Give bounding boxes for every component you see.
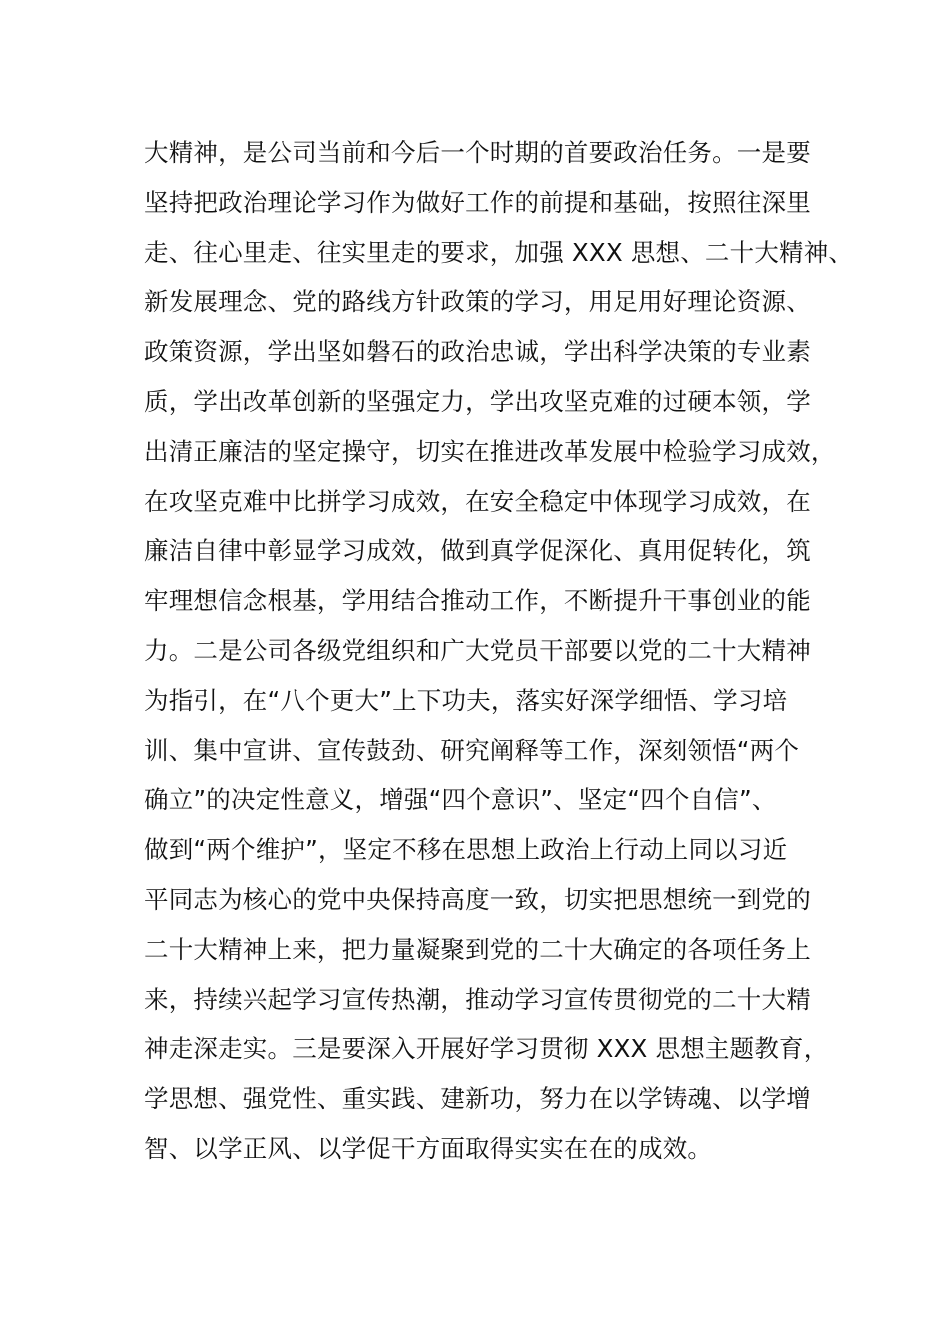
text-line: 智、以学正风、以学促干方面取得实实在在的成效。 [144, 1133, 713, 1163]
text-line: 坚持把政治理论学习作为做好工作的前提和基础，按照往深里 [144, 187, 811, 217]
text-line: 做到“两个维护”，坚定不移在思想上政治上行动上同以习近 [144, 835, 788, 865]
text-line: 平同志为核心的党中央保持高度一致，切实把思想统一到党的 [144, 884, 811, 914]
text-line: 质，学出改革创新的坚强定力，学出攻坚克难的过硬本领，学 [144, 386, 811, 416]
text-line: 训、集中宣讲、宣传鼓劲、研究阐释等工作，深刻领悟“两个 [144, 735, 800, 765]
text-line: 来，持续兴起学习宣传热潮，推动学习宣传贯彻党的二十大精 [144, 984, 811, 1014]
text-line: 廉洁自律中彰显学习成效，做到真学促深化、真用促转化，筑 [144, 536, 811, 566]
text-line: 新发展理念、党的路线方针政策的学习，用足用好理论资源、 [144, 287, 811, 317]
text-line: 力。二是公司各级党组织和广大党员干部要以党的二十大精神 [144, 635, 811, 665]
text-line: 大精神，是公司当前和今后一个时期的首要政治任务。一是要 [144, 138, 811, 167]
body-paragraph [144, 128, 854, 1174]
text-line: 牢理想信念根基，学用结合推动工作，不断提升干事创业的能 [144, 586, 811, 616]
text-line: 二十大精神上来，把力量凝聚到党的二十大确定的各项任务上 [144, 934, 811, 964]
text-line: 学思想、强党性、重实践、建新功，努力在以学铸魂、以学增 [144, 1084, 811, 1114]
text-line: 在攻坚克难中比拼学习成效，在安全稳定中体现学习成效，在 [144, 486, 811, 516]
text-line: 确立”的决定性意义，增强“四个意识”、坚定“四个自信”、 [144, 785, 777, 815]
text-line: 出清正廉洁的坚定操守，切实在推进改革发展中检验学习成效， [144, 436, 836, 466]
text-line: 政策资源，学出坚如磐石的政治忠诚，学出科学决策的专业素 [144, 337, 811, 367]
text-line: 走、往心里走、往实里走的要求，加强 XXX 思想、二十大精神、 [144, 237, 854, 267]
text-line: 神走深走实。三是要深入开展好学习贯彻 XXX 思想主题教育， [144, 1034, 829, 1064]
text-line: 为指引，在“八个更大”上下功夫，落实好深学细悟、学习培 [144, 685, 788, 715]
